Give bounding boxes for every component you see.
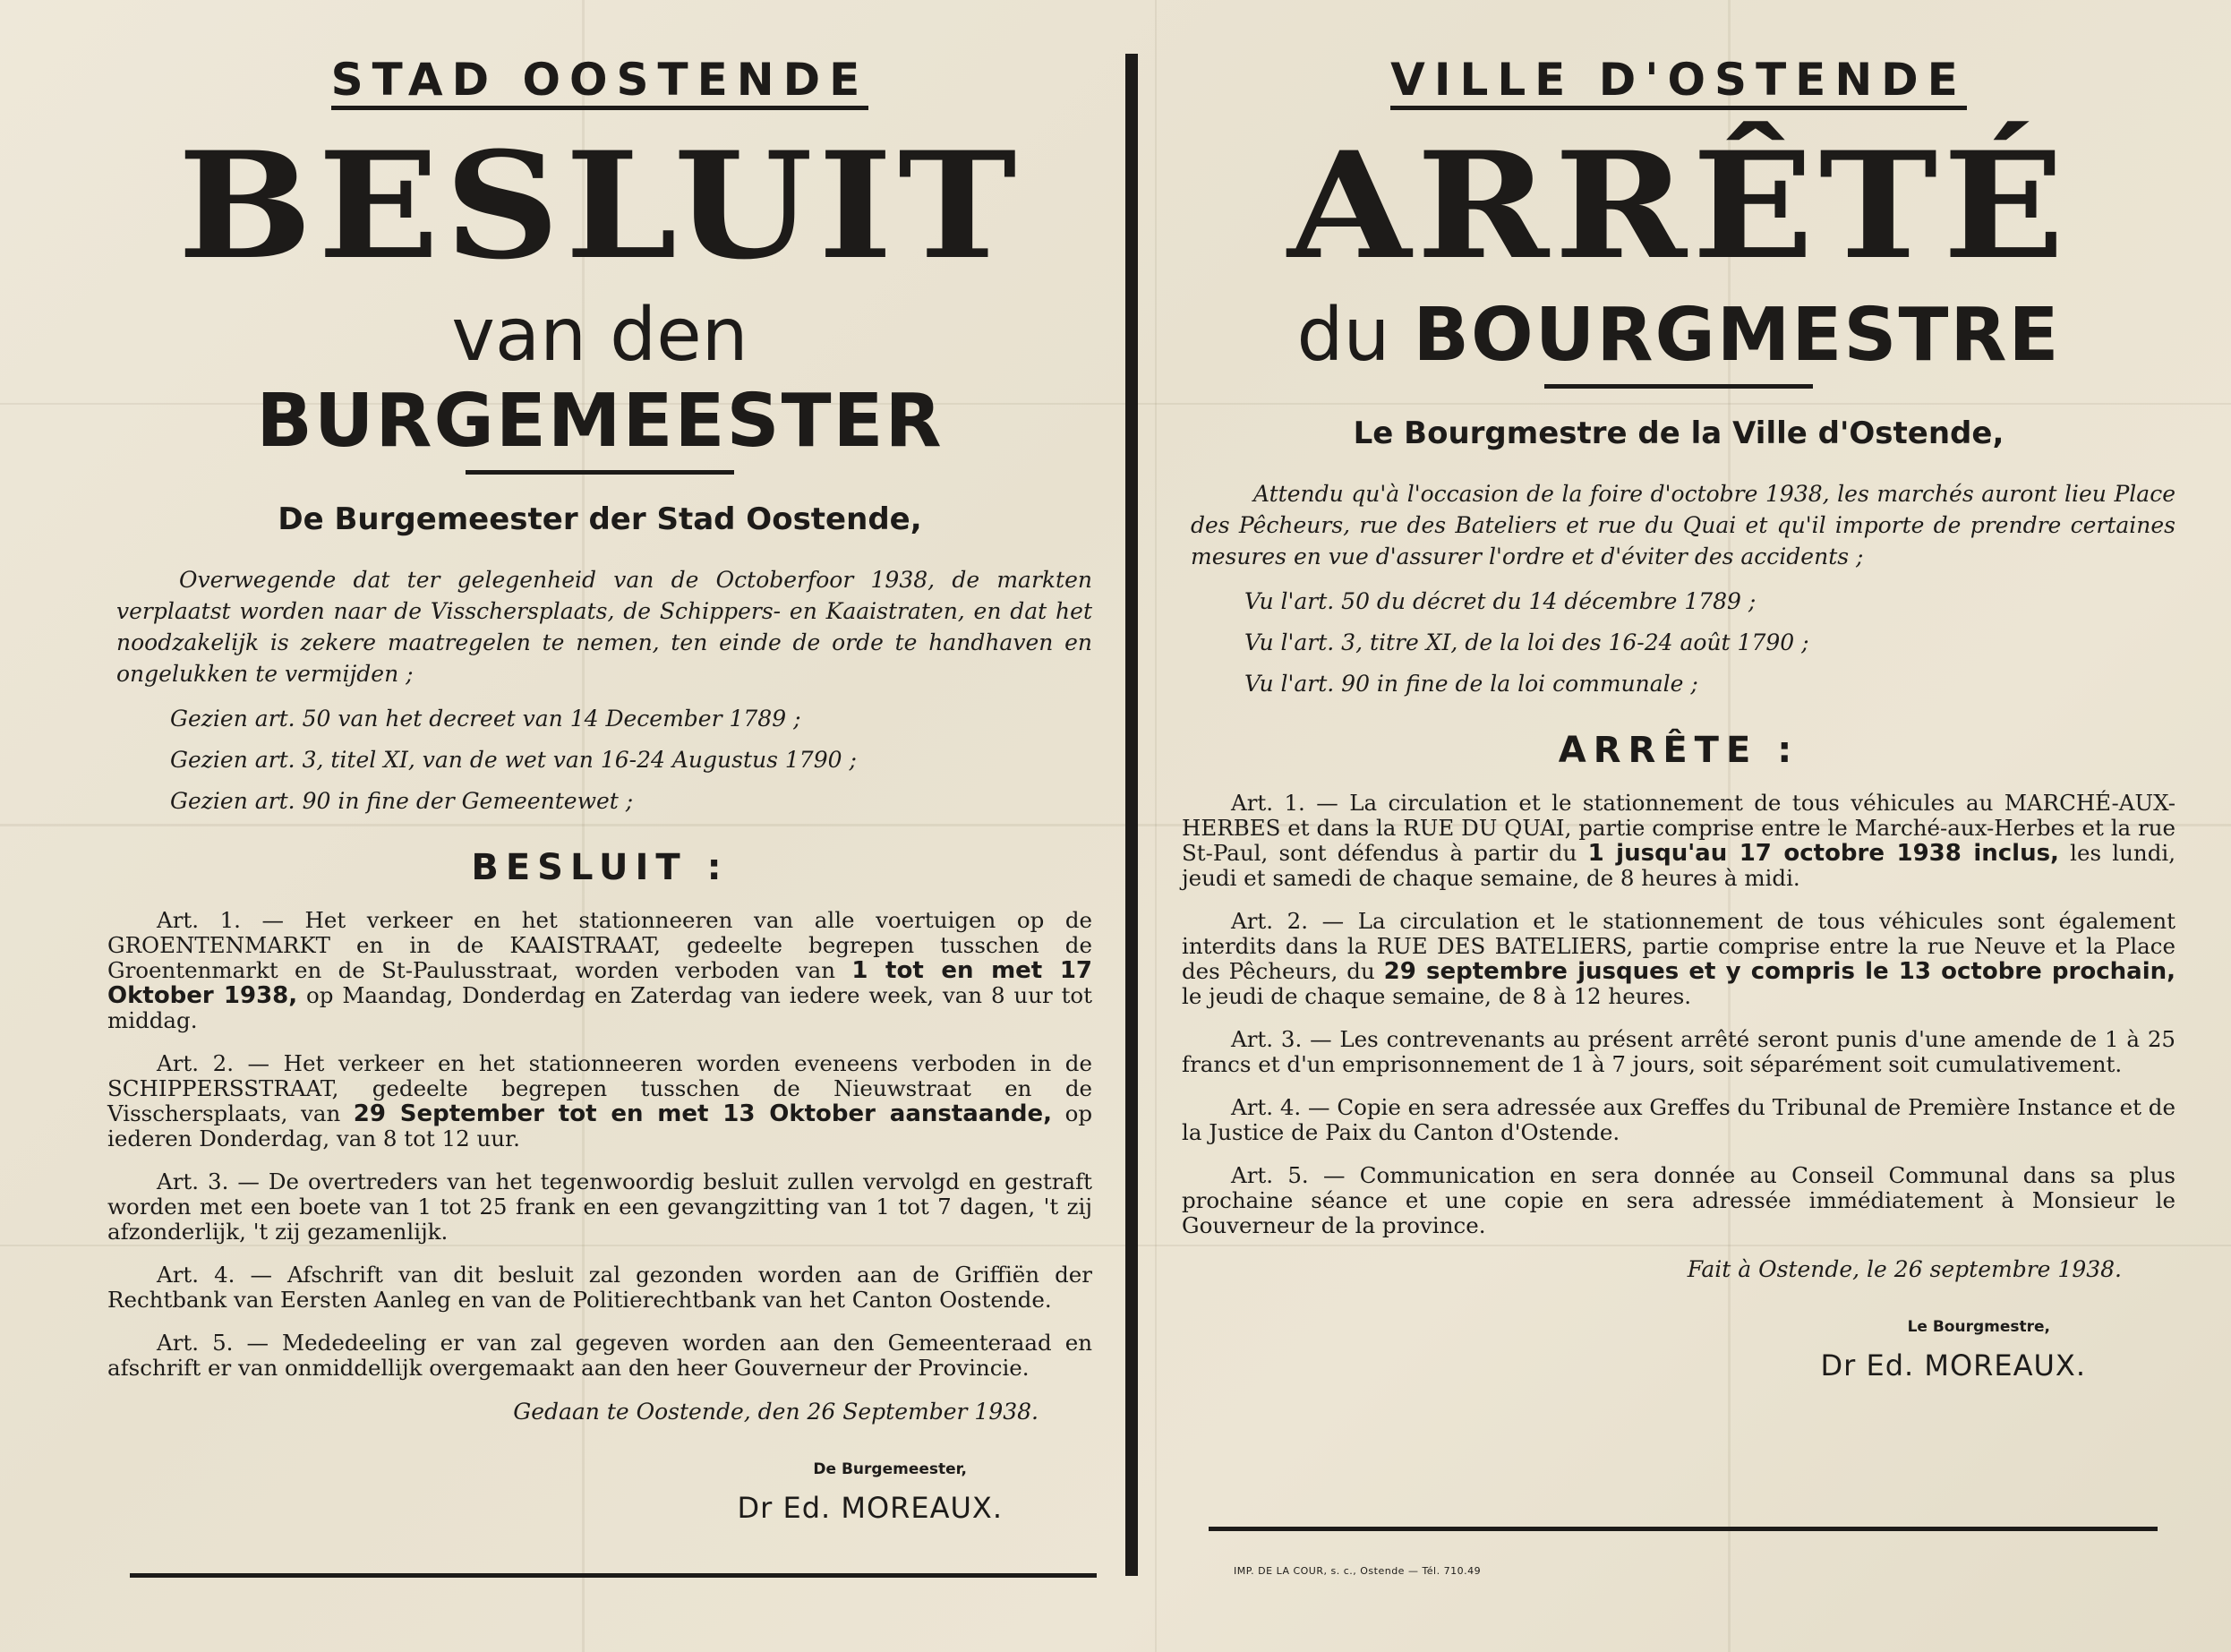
considering-paragraph: Attendu qu'à l'occasion de la foire d'octobre 1938, les marchés auront lieu Place des Pêcheurs, rue des Bateliers et rue du Quai et qu'il importe de prendre certaines mesures en vue d'assurer l'ordre et d'éviter des accidents ; <box>1191 481 2175 569</box>
considering-paragraph: Overwegende dat ter gelegenheid van de Octoberfoor 1938, de markten verplaatst worden naar de Visschersplaats, de Schippers- en Kaaistraten, en dat het noodzakelijk is zekere maatregelen te nemen, ten einde de orde te handhaven en ongelukken te vermijden ; <box>116 567 1092 687</box>
signer-title: Le Bourgmestre, <box>1907 1318 2050 1336</box>
underline <box>466 470 734 475</box>
dated-line: Gedaan te Oostende, den 26 September 1938. <box>513 1399 1039 1425</box>
underline <box>1544 384 1813 389</box>
printer-imprint: IMP. DE LA COUR, s. c., Ostende — Tél. 710.49 <box>1234 1565 1482 1577</box>
decree-heading: ARRÊTE : <box>1558 730 1799 771</box>
signer-title: De Burgemeester, <box>813 1460 967 1478</box>
mayor-line: De Burgemeester der Stad Oostende, <box>278 501 922 537</box>
article-4: Art. 4. — Afschrift van dit besluit zal gezonden worden aan de Griffiën der Rechtbank van Eersten Aanleg en van de Politierechtbank van het Canton Oostende. <box>107 1262 1092 1313</box>
dutch-column <box>107 0 1092 1525</box>
signature-name: Dr Ed. MOREAUX. <box>1820 1348 2086 1382</box>
bottom-rule <box>130 1573 1097 1578</box>
bottom-rule <box>1209 1527 2158 1531</box>
article-2: Art. 2. — La circulation et le stationnement de tous véhicules sont également interdits dans la RUE DES BATELIERS, partie comprise entre la rue Neuve et la Place des Pêcheurs, du 29 septembre jusques et y compris le 13 octobre prochain, le jeudi de chaque semaine, de 8 à 12 heures. <box>1182 908 2175 1009</box>
article-5: Art. 5. — Communication en sera donnée au Conseil Communal dans sa plus prochaine séance et une copie en sera adressée immédiatement à Monsieur le Gouverneur de la province. <box>1182 1162 2175 1238</box>
city-name: VILLE D'OSTENDE <box>1182 54 2175 110</box>
mayor-line: Le Bourgmestre de la Ville d'Ostende, <box>1353 415 2004 451</box>
article-1: Art. 1. — Het verkeer en het stationneeren van alle voertuigen op de GROENTENMARKT en in de KAAISTRAAT, gedeelte begrepen tusschen de Groentenmarkt en de St-Paulusstraat, worden verboden van 1 tot en met 17 Oktober 1938, op Maandag, Donderdag en Zaterdag van iedere week, van 8 uur tot middag. <box>107 907 1093 1033</box>
french-column <box>1182 0 2175 1382</box>
article-3: Art. 3. — De overtreders van het tegenwoordig besluit zullen vervolgd en gestraft worden met een boete van 1 tot 25 frank en een gevangzitting van 1 tot 7 dagen, 't zij afzonderlijk, 't zij gezamenlijk. <box>107 1168 1092 1245</box>
article-4: Art. 4. — Copie en sera adressée aux Greffes du Tribunal de Première Instance et de la Justice de Paix du Canton d'Ostende. <box>1182 1094 2175 1145</box>
legal-references: Gezien art. 50 van het decreet van 14 December 1789 ; Gezien art. 3, titel XI, van de wet van 16-24 Augustus 1790 ; Gezien art. 90 in fine der Gemeentewet ; <box>170 706 857 814</box>
legal-references: Vu l'art. 50 du décret du 14 décembre 1789 ; Vu l'art. 3, titre XI, de la loi des 16-24 août 1790 ; Vu l'art. 90 in fine de la loi communale ; <box>1244 588 1809 697</box>
article-2: Art. 2. — Het verkeer en het stationneeren worden eveneens verboden in de SCHIPPERSSTRAAT, gedeelte begrepen tusschen de Nieuwstraat en de Visschersplaats, van 29 September tot en met 13 Oktober aanstaande, op iederen Donderdag, van 8 tot 12 uur. <box>107 1050 1092 1151</box>
decree-heading: BESLUIT : <box>471 847 729 888</box>
decree-subtitle: du BOURGMESTRE <box>1182 293 2175 389</box>
decree-title: BESLUIT <box>177 119 1022 292</box>
center-divider <box>1125 54 1138 1576</box>
decree-title: ARRÊTÉ <box>1287 119 2070 292</box>
dated-line: Fait à Ostende, le 26 septembre 1938. <box>1687 1256 2122 1282</box>
article-5: Art. 5. — Mededeeling er van zal gegeven worden aan den Gemeenteraad en afschrift er van onmiddellijk overgemaakt aan den heer Gouverneur der Provincie. <box>107 1330 1092 1381</box>
article-1: Art. 1. — La circulation et le stationnement de tous véhicules au MARCHÉ-AUX-HERBES et dans la RUE DU QUAI, partie comprise entre le Marché-aux-Herbes et la rue St-Paul, sont défendus à partir du 1 jusqu'au 17 octobre 1938 inclus, les lundi, jeudi et samedi de chaque semaine, de 8 heures à midi. <box>1182 790 2175 891</box>
article-3: Art. 3. — Les contrevenants au présent arrêté seront punis d'une amende de 1 à 25 francs et d'un emprisonnement de 1 à 7 jours, soit séparément soit cumulativement. <box>1182 1026 2175 1077</box>
decree-subtitle: van den BURGEMEESTER <box>107 293 1092 475</box>
signature-name: Dr Ed. MOREAUX. <box>737 1491 1003 1525</box>
city-name: STAD OOSTENDE <box>107 54 1092 110</box>
